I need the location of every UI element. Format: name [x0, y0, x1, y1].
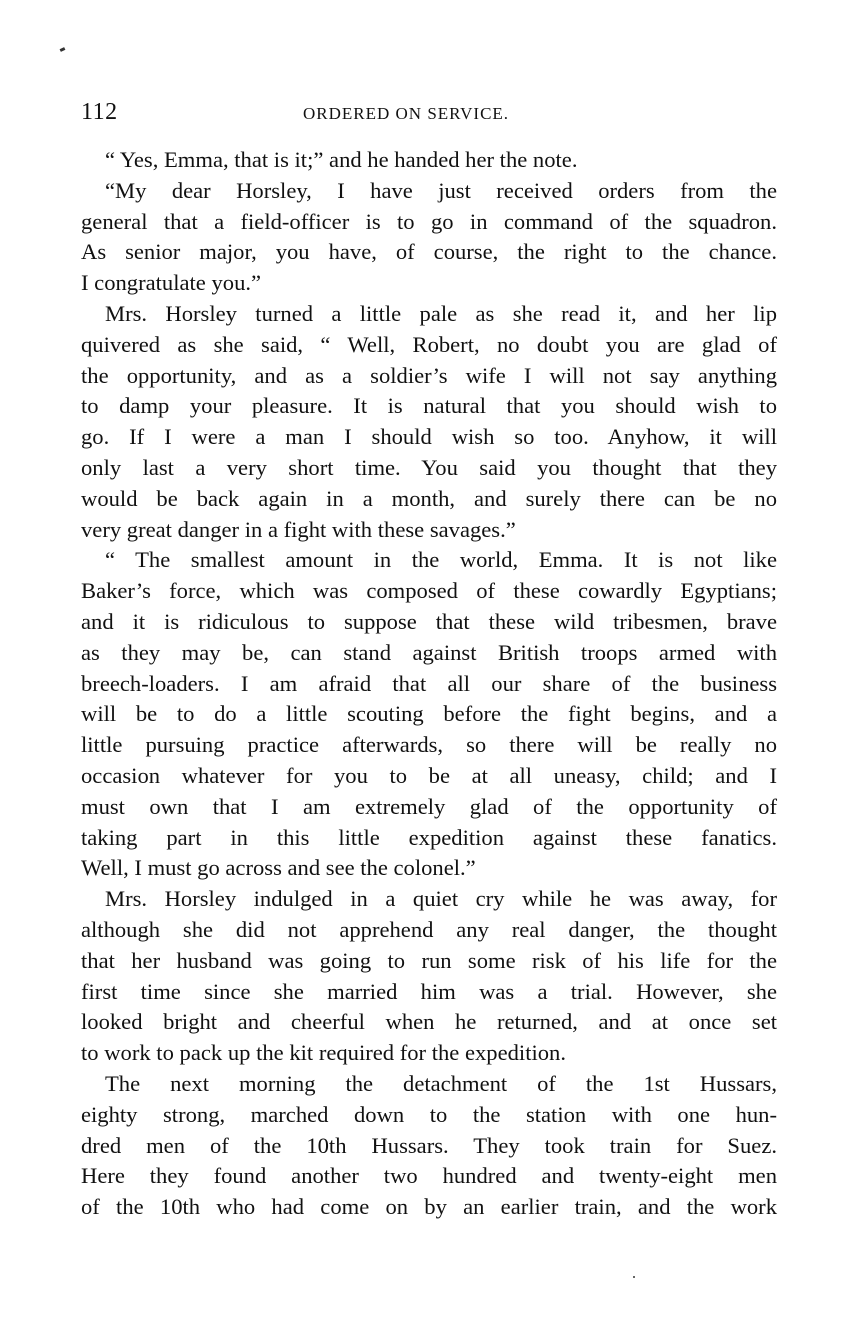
paragraph — [81, 1069, 777, 1223]
text-line: must own that I am extremely glad of the opportunity of — [81, 793, 777, 819]
ink-speck — [60, 47, 66, 52]
text-line: quivered as she said, “ Well, Robert, no doubt you are glad of — [81, 331, 777, 357]
text-line: taking part in this little expedition against these fanatics. — [81, 824, 777, 850]
page-header — [81, 96, 777, 128]
paragraph — [81, 145, 777, 176]
text-line: eighty strong, marched down to the station with one hun- — [81, 1101, 777, 1127]
text-line: I congratulate you.” — [81, 270, 262, 296]
paragraph — [81, 299, 777, 545]
text-line: would be back again in a month, and surely there can be no — [81, 485, 777, 511]
text-line: of the 10th who had come on by an earlier train, and the work — [81, 1194, 777, 1220]
text-line: very great danger in a fight with these savages.” — [81, 516, 516, 542]
text-line: although she did not apprehend any real danger, the thought — [81, 916, 777, 942]
text-line: and it is ridiculous to suppose that these wild tribesmen, brave — [81, 608, 777, 634]
paragraph — [81, 545, 777, 884]
paragraph — [81, 884, 777, 1069]
text-line: “ The smallest amount in the world, Emma. It is not like — [105, 547, 777, 573]
ink-speck — [633, 1276, 635, 1278]
paragraph — [81, 176, 777, 299]
text-line: little pursuing practice afterwards, so there will be really no — [81, 732, 777, 758]
text-line: Baker’s force, which was composed of these cowardly Egyptians; — [81, 578, 777, 604]
text-line: As senior major, you have, of course, the right to the chance. — [81, 239, 777, 265]
text-line: Here they found another two hundred and twenty-eight men — [81, 1163, 777, 1189]
page-number: 112 — [81, 99, 118, 125]
text-line: general that a field-officer is to go in command of the squadron. — [81, 208, 777, 234]
text-line: as they may be, can stand against British troops armed with — [81, 639, 777, 665]
text-line: only last a very short time. You said you thought that they — [81, 454, 777, 480]
text-line: breech-loaders. I am afraid that all our share of the business — [81, 670, 777, 696]
text-line: “ Yes, Emma, that is it;” and he handed her the note. — [105, 147, 578, 172]
running-title: ORDERED ON SERVICE. — [303, 104, 510, 123]
text-line: will be to do a little scouting before the fight begins, and a — [81, 701, 777, 727]
text-line: dred men of the 10th Hussars. They took train for Suez. — [81, 1132, 777, 1158]
text-line: occasion whatever for you to be at all uneasy, child; and I — [81, 762, 777, 788]
text-line: first time since she married him was a trial. However, she — [81, 978, 777, 1004]
text-line: The next morning the detachment of the 1st Hussars, — [105, 1070, 777, 1096]
text-line: to damp your pleasure. It is natural that you should wish to — [81, 393, 777, 419]
text-line: Mrs. Horsley indulged in a quiet cry while he was away, for — [105, 886, 777, 912]
text-line: the opportunity, and as a soldier’s wife I will not say anything — [81, 362, 777, 388]
text-line: Well, I must go across and see the colonel.” — [81, 855, 476, 881]
text-line: to work to pack up the kit required for the expedition. — [81, 1040, 567, 1066]
text-line: that her husband was going to run some risk of his life for the — [81, 947, 777, 973]
text-line: “My dear Horsley, I have just received orders from the — [105, 177, 777, 203]
text-line: looked bright and cheerful when he returned, and at once set — [81, 1009, 777, 1035]
text-line: Mrs. Horsley turned a little pale as she read it, and her lip — [105, 300, 777, 326]
body-text — [81, 145, 777, 1223]
text-line: go. If I were a man I should wish so too. Anyhow, it will — [81, 424, 777, 450]
